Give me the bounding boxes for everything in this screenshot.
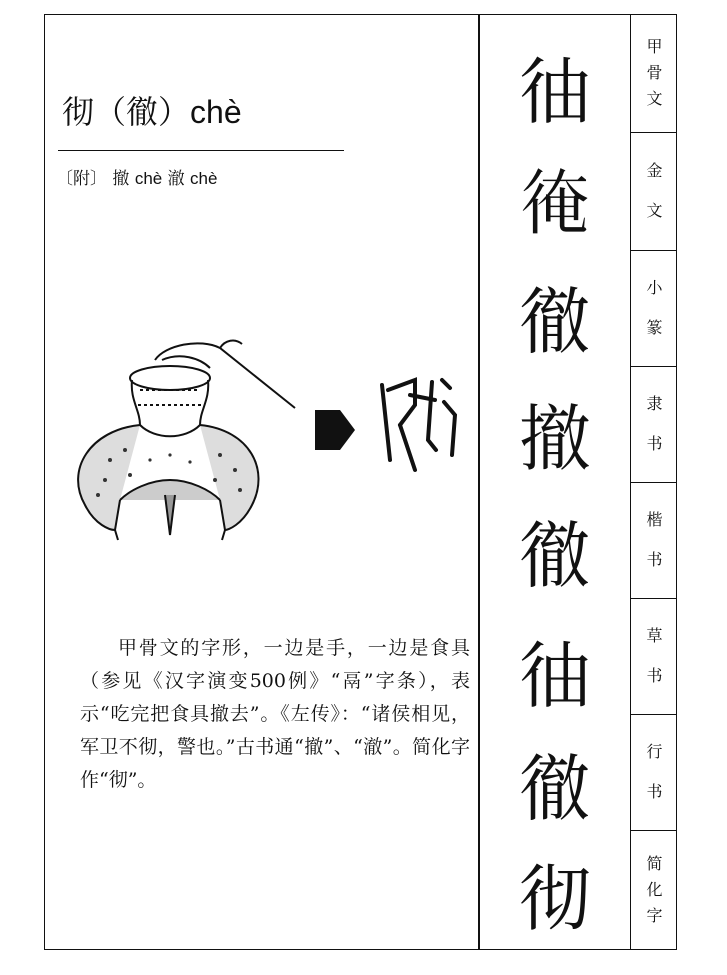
tab-char: 书 [646,550,663,569]
illustration [70,330,470,550]
tab-char: 金 [646,161,663,180]
entry-simplified: 彻 [62,93,95,131]
glyph-xingshu: 徹 [518,747,591,831]
tab-separator [631,482,677,483]
entry-traditional: （徹） [94,93,191,131]
tab-xingshu [632,714,677,830]
tab-char: 小 [646,278,663,297]
tab-char: 化 [646,880,663,899]
tab-char: 行 [646,742,663,761]
appendix-char-1: 撤 [112,169,130,189]
tab-char: 书 [646,782,663,801]
tab-lishu [632,366,677,482]
tab-char: 简 [646,854,663,873]
vessel-illustration [78,341,295,540]
tab-char: 书 [646,666,663,685]
explanation-text: 甲骨文的字形，一边是手，一边是食具（参见《汉字演变500例》“鬲”字条），表示“吃完把食具撤去”。《左传》：“诸侯相见，军卫不彻，警也。”古书通“撤”、“澈”。简化字作“彻”。 [80,637,470,791]
entry-title [62,92,242,132]
tab-jinwen [632,132,677,250]
tab-separator [631,830,677,831]
tab-char: 隶 [646,394,663,413]
script-forms-column [480,14,630,950]
appendix-char-2: 澈 [167,169,185,189]
tab-char: 骨 [646,63,663,82]
title-underline [58,150,344,151]
tab-xiaozhuan [632,250,677,366]
glyph-xiaozhuan: 徹 [518,280,591,364]
tab-char: 草 [646,626,663,645]
tab-separator [631,132,677,133]
appendix-line [56,168,217,190]
glyph-kaishu: 徹 [518,514,591,598]
glyph-lishu: 撤 [518,397,591,481]
tab-char: 书 [646,434,663,453]
arrow-icon [315,410,355,450]
tab-separator [631,598,677,599]
tab-kaishu [632,482,677,598]
tab-separator [631,250,677,251]
appendix-pinyin-2: chè [190,169,218,188]
tab-char: 篆 [646,318,663,337]
tab-char: 文 [646,89,663,108]
tab-separator [631,714,677,715]
tab-char: 甲 [646,37,663,56]
appendix-bracket: 〔附〕 [56,169,107,189]
tab-char: 楷 [646,510,663,529]
glyph-jianhuazi: 彻 [518,857,591,941]
oracle-glyph-drawing [382,380,455,470]
glyph-jiaguwen: 㣙 [518,50,591,134]
tab-separator [631,366,677,367]
tab-jianhuazi [632,830,677,950]
glyph-caoshu: 㣙 [518,634,591,718]
tab-char: 字 [646,906,663,925]
tab-char: 文 [646,201,663,220]
tab-caoshu [632,598,677,714]
entry-pinyin: chè [190,94,242,130]
appendix-pinyin-1: chè [134,169,163,188]
glyph-jinwen: 𢔂 [518,162,591,246]
tab-jiaguwen [632,14,677,132]
